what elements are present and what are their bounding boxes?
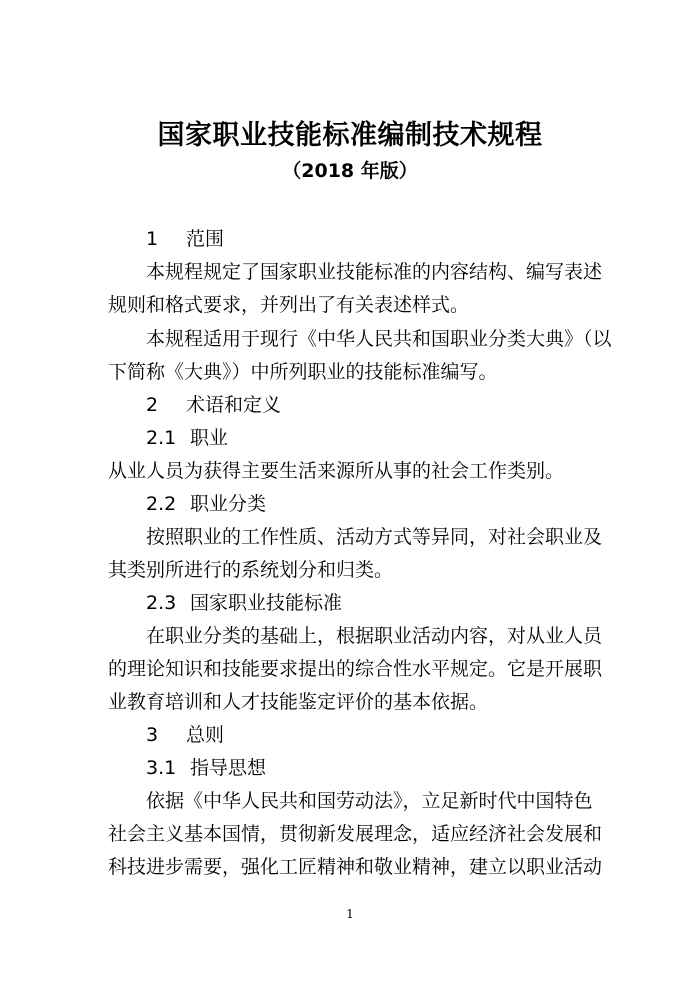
paragraph-line: 科技进步需要，强化工匠精神和敬业精神，建立以职业活动 [108,856,603,878]
subsection-number: 3.1 [146,757,177,779]
subsection-heading [146,489,604,519]
section-heading [146,224,604,254]
section-title: 范围 [186,228,225,250]
paragraph-line: 业教育培训和人才技能鉴定评价的基本依据。 [108,691,489,713]
document-subtitle: （2018 年版） [282,160,418,182]
section-title: 总则 [186,724,225,746]
subsection-heading [146,588,604,618]
paragraph-line: 其类别所进行的系统划分和归类。 [108,559,394,581]
paragraph-line: 的理论知识和技能要求提出的综合性水平规定。它是开展职 [108,658,603,680]
section-heading [146,390,604,420]
subsection-title: 职业 [190,427,229,449]
paragraph-line: 在职业分类的基础上，根据职业活动内容，对从业人员 [146,625,603,647]
section-heading [146,720,604,750]
document-title: 国家职业技能标准编制技术规程 [157,120,543,151]
paragraph-line: 社会主义基本国情，贯彻新发展理念，适应经济社会发展和 [108,823,603,845]
paragraph-line: 本规程适用于现行《中华人民共和国职业分类大典》（以 [146,328,612,350]
section-number: 1 [146,228,159,250]
page-number: 1 [346,907,354,921]
paragraph-line: 依据《中华人民共和国劳动法》，立足新时代中国特色 [146,790,593,812]
subsection-title: 国家职业技能标准 [190,592,343,614]
subsection-number: 2.2 [146,493,177,515]
paragraph-line: 规则和格式要求，并列出了有关表述样式。 [108,294,470,316]
subsection-title: 职业分类 [190,493,267,515]
paragraph-line: 本规程规定了国家职业技能标准的内容结构、编写表述 [146,261,603,283]
section-title: 术语和定义 [186,394,282,416]
paragraph-line: 下简称《大典》）中所列职业的技能标准编写。 [108,361,498,383]
paragraph-line: 从业人员为获得主要生活来源所从事的社会工作类别。 [108,460,565,482]
subsection-title: 指导思想 [190,757,267,779]
section-number: 2 [146,394,159,416]
subsection-heading [146,423,604,453]
subsection-number: 2.3 [146,592,177,614]
paragraph-line: 按照职业的工作性质、活动方式等异同，对社会职业及 [146,526,603,548]
subsection-number: 2.1 [146,427,177,449]
section-number: 3 [146,724,159,746]
subsection-heading [146,753,604,783]
